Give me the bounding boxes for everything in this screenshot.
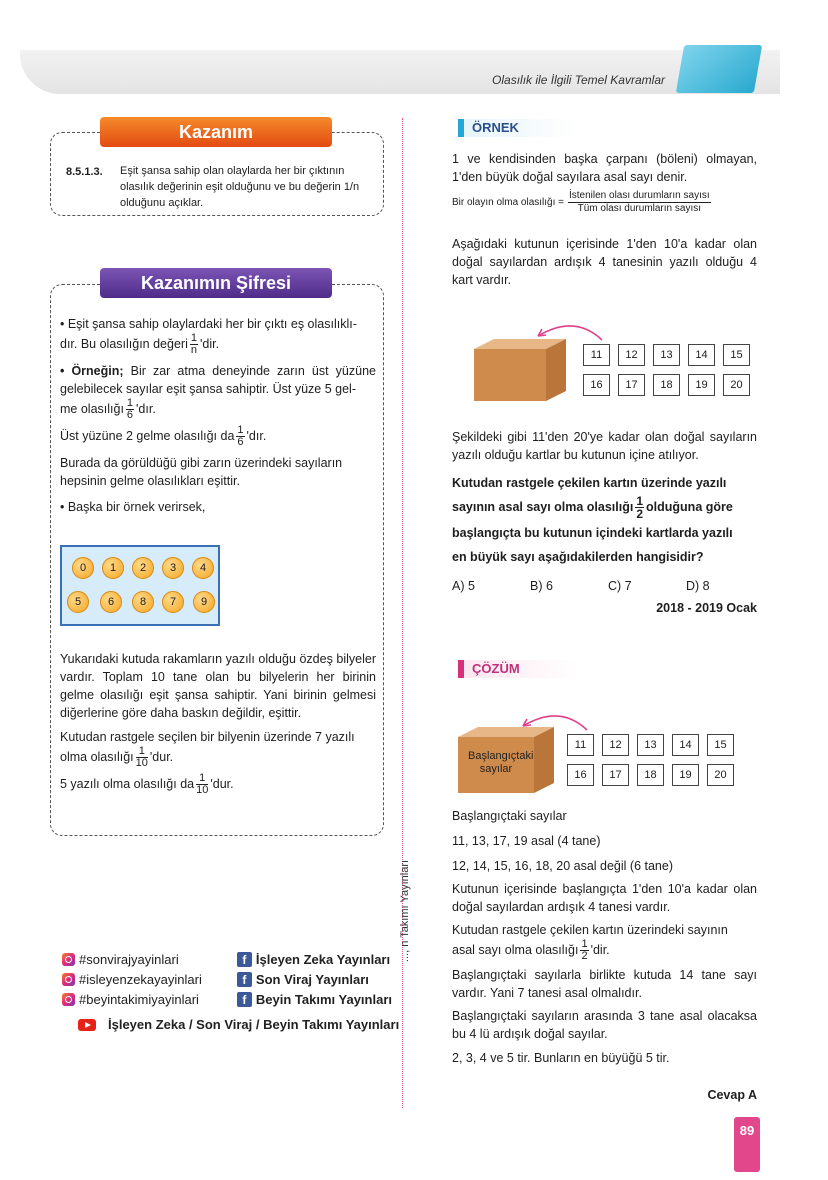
solution-s2: 11, 13, 17, 19 asal (4 tane) [452,834,601,848]
marble: 6 [100,591,122,613]
publisher-vertical-text: ..., n Takımı Yayınları [399,859,411,963]
header-band [20,50,780,94]
card-grid [567,734,739,790]
facebook-icon: f [237,952,252,967]
sifre-p2: • Örneğin; Bir zar atma deneyinde zarın üst yüzüne gelebilecek sayılar eşit şansa sahiptir. Üst yüze 5 gel- [60,364,376,396]
card-grid [583,344,753,400]
marble: 8 [132,591,154,613]
number-card: 14 [672,734,699,756]
fraction-1-6: $\frac{1}{6}$ [126,397,134,421]
sifre-p6: Yukarıdaki kutuda rakamların yazılı olduğu özdeş bilyeler vardır. Toplam 10 tane olan bu bilyelerin her birinin gelme olasılığı eşit şansa sahiptir. Yani birinin gelmesi diğerlerine göre daha baskın değildir, eşittir. [60,652,376,720]
ornek-label: ÖRNEK [458,119,578,137]
instagram-icon [62,973,75,986]
facebook-link[interactable]: f Beyin Takımı Yayınları [237,992,392,1007]
facebook-icon: f [237,992,252,1007]
sifre-p1: dır. Bu olasılığın değeri $\frac{1}{n}$ 'dir. [60,332,220,356]
kazanim-ribbon: Kazanım [100,117,332,147]
marble: 0 [72,557,94,579]
solution-text [452,807,757,1067]
marble: 1 [102,557,124,579]
fraction-1-2: $\frac{1}{2}$ [636,494,644,522]
number-card: 15 [723,344,750,366]
sifre-p3: Üst yüzüne 2 gelme olasılığı da $\frac{1}{6}$ 'dır. [60,424,267,448]
sifre-p5: • Başka bir örnek verirsek, [60,500,206,514]
sifre-p7a: Kutudan rastgele seçilen bir bilyenin üzerinde 7 yazılı [60,730,355,744]
fraction-1-n: $\frac{1}{n}$ [190,332,197,356]
instagram-icon [62,993,75,1006]
number-card: 13 [637,734,664,756]
exam-source: 2018 - 2019 Ocak [656,601,757,615]
sifre-p4: Burada da görüldüğü gibi zarın üzerindeki sayıların hepsinin gelme olasılıkları eşittir. [60,456,343,488]
social-block [62,952,402,1032]
facebook-icon: f [237,972,252,987]
facebook-link[interactable]: f Son Viraj Yayınları [237,972,392,987]
number-card: 12 [602,734,629,756]
instagram-link[interactable]: #beyintakimiyayinlari [62,992,202,1007]
instagram-icon [62,953,75,966]
box-label: Başlangıçtaki sayılar [468,750,534,775]
number-card: 18 [653,374,680,396]
sifre-p7: olma olasılığı $\frac{1}{10}$ 'dur. [60,745,174,769]
question-line3: başlangıçta bu kutunun içindeki kartlarda yazılı [452,526,733,541]
solution-s4: Kutunun içerisinde başlangıçta 1'den 10'a kadar olan doğal sayılardan ardışık 4 tanesi vardır. [452,882,757,914]
option-a[interactable]: A) 5 [452,579,475,593]
page-number: 89 [734,1117,760,1172]
marble: 4 [192,557,214,579]
header-tab [676,45,762,93]
number-card: 19 [672,764,699,786]
sifre-p1a: • Eşit şansa sahip olaylardaki her bir çıktı eş olasılıklı- [60,317,357,331]
sifre-ribbon: Kazanımın Şifresi [100,268,332,298]
option-b[interactable]: B) 6 [530,579,553,593]
ornek-content [452,150,757,289]
ornek-p2: Aşağıdaki kutunun içerisinde 1'den 10'a kadar olan doğal sayılardan ardışık 4 tanesinin yazılı olduğu 4 kart vardır. [452,237,757,287]
number-card: 16 [583,374,610,396]
ornek-question [452,428,757,568]
solution-s5a: Kutudan rastgele çekilen kartın üzerindeki sayının [452,923,728,937]
number-card: 11 [583,344,610,366]
solution-s7: Başlangıçtaki sayıların arasında 3 tane asal olacaksa bu 4 lü ardışık doğal sayılar. [452,1009,757,1041]
question-line4: en büyük sayı aşağıdakilerden hangisidir? [452,550,704,565]
ornek-p3: Şekildeki gibi 11'den 20'ye kadar olan doğal sayıların yazılı olduğu kartlar bu kutunun içine atılıyor. [452,430,757,462]
option-c[interactable]: C) 7 [608,579,632,593]
number-card: 17 [618,374,645,396]
youtube-icon [78,1019,96,1031]
marble: 9 [193,591,215,613]
sifre-content-2 [60,650,376,796]
solution-s1: Başlangıçtaki sayılar [452,809,567,823]
number-card: 14 [688,344,715,366]
solution-s5: asal sayı olma olasılığı $\frac{1}{2}$ 'dir. [452,938,610,962]
fraction-1-2b: $\frac{1}{2}$ [581,938,588,962]
fraction-1-10: $\frac{1}{10}$ [135,745,148,769]
number-card: 13 [653,344,680,366]
number-card: 17 [602,764,629,786]
question-line1: Kutudan rastgele çekilen kartın üzerinde yazılı [452,476,727,490]
sifre-p2-end: me olasılığı $\frac{1}{6}$ 'dır. [60,397,156,421]
number-card: 12 [618,344,645,366]
number-card: 15 [707,734,734,756]
number-card: 20 [707,764,734,786]
instagram-link[interactable]: #sonvirajyayinlari [62,952,202,967]
answer: Cevap A [707,1088,757,1102]
marble: 7 [162,591,184,613]
marble-box [60,545,220,626]
question-line2: sayının asal sayı olma olasılığı $\frac{1}{2}$ olduğuna göre [452,494,733,522]
facebook-link[interactable]: f İşleyen Zeka Yayınları [237,952,392,967]
marble: 2 [132,557,154,579]
number-card: 16 [567,764,594,786]
kazanim-code: 8.5.1.3. [66,166,103,178]
kazanim-text: Eşit şansa sahip olan olaylarda her bir çıktının olasılık değerinin eşit olduğunu ve bu değerin 1/n olduğunu açıklar. [120,165,360,209]
solution-s6: Başlangıçtaki sayılarla birlikte kutuda 14 tane sayı vardır. Yani 7 tanesi asal olmalıdır. [452,968,757,1000]
number-card: 18 [637,764,664,786]
number-card: 19 [688,374,715,396]
fraction-1-10b: $\frac{1}{10}$ [196,772,209,796]
number-card: 11 [567,734,594,756]
probability-formula: Bir olayın olma olasılığı = $\frac{\text{İstenilen olası durumların sayısı}}{\text{Tüm olası durumların sayısı}}$ [452,190,710,214]
cozum-label: ÇÖZÜM [458,660,578,678]
solution-s3: 12, 14, 15, 16, 18, 20 asal değil (6 tane) [452,859,673,873]
marble: 3 [162,557,184,579]
marble: 5 [67,591,89,613]
sifre-p8: 5 yazılı olma olasılığı da $\frac{1}{10}$ 'dur. [60,772,234,796]
instagram-link[interactable]: #isleyenzekayayinlari [62,972,202,987]
sifre-content [60,315,376,516]
ornek-p1: 1 ve kendisinden başka çarpanı (böleni) olmayan, 1'den büyük doğal sayılara asal sayı denir. [452,152,757,184]
solution-s8: 2, 3, 4 ve 5 tir. Bunların en büyüğü 5 tir. [452,1051,670,1065]
youtube-link[interactable]: İşleyen Zeka / Son Viraj / Beyin Takımı Yayınları [78,1017,402,1032]
number-card: 20 [723,374,750,396]
chapter-title: Olasılık ile İlgili Temel Kavramlar [492,73,665,87]
option-d[interactable]: D) 8 [686,579,710,593]
cardboard-box [472,337,568,403]
fraction-1-6b: $\frac{1}{6}$ [237,424,244,448]
